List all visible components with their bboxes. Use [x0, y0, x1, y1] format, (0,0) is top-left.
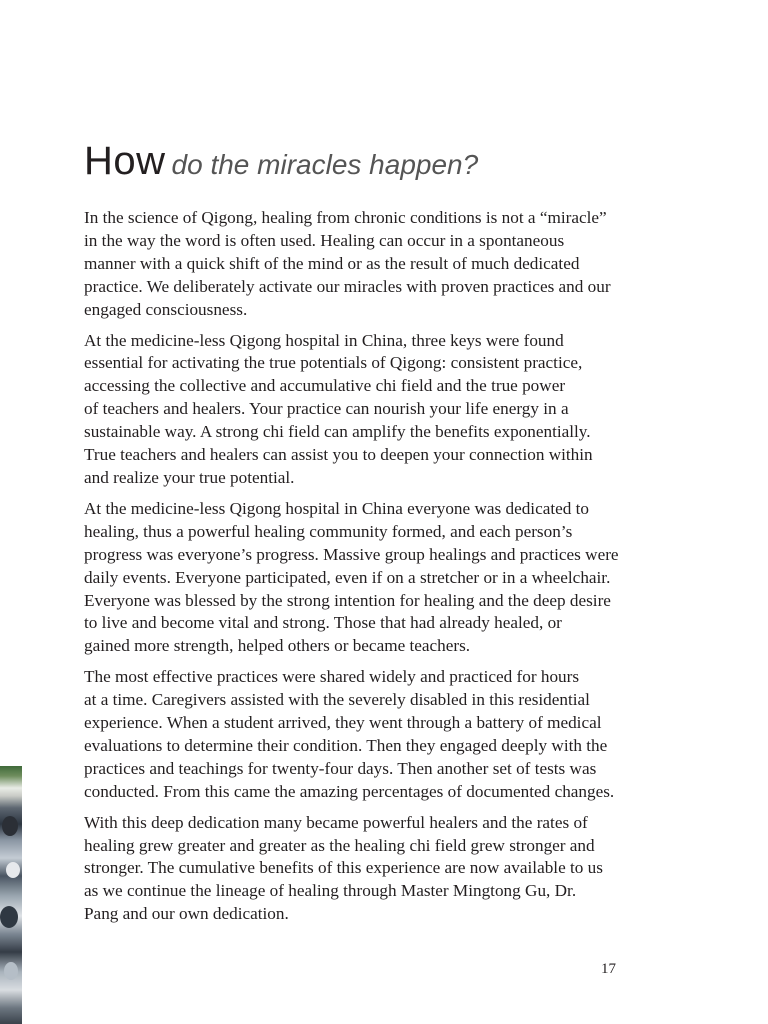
text-line: practices and teachings for twenty-four days. Then another set of tests was	[84, 758, 597, 778]
edge-photo-strip	[0, 766, 22, 1024]
text-line: At the medicine-less Qigong hospital in China, three keys were found	[84, 330, 564, 350]
body-paragraph	[84, 498, 694, 658]
text-line: practice. We deliberately activate our miracles with proven practices and our	[84, 276, 611, 296]
body-text	[84, 207, 694, 934]
page-title	[84, 138, 478, 188]
photo-figure	[2, 816, 18, 836]
photo-figure	[6, 862, 20, 878]
text-line: Everyone was blessed by the strong intention for healing and the deep desire	[84, 590, 611, 610]
text-line: and realize your true potential.	[84, 467, 295, 487]
text-line: in the way the word is often used. Healing can occur in a spontaneous	[84, 230, 565, 250]
text-line: experience. When a student arrived, they went through a battery of medical	[84, 713, 602, 733]
text-line: progress was everyone’s progress. Massive group healings and practices were	[84, 544, 619, 564]
photo-figure	[4, 962, 18, 980]
text-line: essential for activating the true potentials of Qigong: consistent practice,	[84, 353, 583, 373]
body-paragraph	[84, 330, 694, 490]
text-line: healing grew greater and greater as the healing chi field grew stronger and	[84, 835, 595, 855]
title-lead: How	[84, 139, 166, 183]
text-line: accessing the collective and accumulative chi field and the true power	[84, 376, 566, 396]
text-line: True teachers and healers can assist you to deepen your connection within	[84, 445, 593, 465]
text-line: at a time. Caregivers assisted with the severely disabled in this residential	[84, 690, 590, 710]
body-paragraph	[84, 812, 694, 927]
text-line: With this deep dedication many became powerful healers and the rates of	[84, 812, 588, 832]
text-line: as we continue the lineage of healing through Master Mingtong Gu, Dr.	[84, 881, 577, 901]
text-line: sustainable way. A strong chi field can amplify the benefits exponentially.	[84, 422, 591, 442]
body-paragraph	[84, 207, 694, 322]
text-line: of teachers and healers. Your practice can nourish your life energy in a	[84, 399, 569, 419]
body-paragraph	[84, 666, 694, 803]
text-line: healing, thus a powerful healing community formed, and each person’s	[84, 521, 573, 541]
text-line: Pang and our own dedication.	[84, 904, 289, 924]
text-line: conducted. From this came the amazing percentages of documented changes.	[84, 781, 615, 801]
text-line: evaluations to determine their condition. Then they engaged deeply with the	[84, 735, 608, 755]
text-line: The most effective practices were shared widely and practiced for hours	[84, 667, 580, 687]
text-line: gained more strength, helped others or became teachers.	[84, 636, 471, 656]
text-line: In the science of Qigong, healing from chronic conditions is not a “miracle”	[84, 208, 607, 227]
text-line: engaged consciousness.	[84, 299, 248, 319]
title-rest: do the miracles happen?	[171, 149, 479, 180]
photo-figure	[0, 906, 18, 928]
text-line: stronger. The cumulative benefits of this experience are now available to us	[84, 858, 603, 878]
page-number: 17	[601, 961, 616, 977]
text-line: to live and become vital and strong. Those that had already healed, or	[84, 613, 562, 633]
text-line: At the medicine-less Qigong hospital in China everyone was dedicated to	[84, 498, 589, 518]
text-line: daily events. Everyone participated, even if on a stretcher or in a wheelchair.	[84, 567, 611, 587]
text-line: manner with a quick shift of the mind or as the result of much dedicated	[84, 253, 580, 273]
